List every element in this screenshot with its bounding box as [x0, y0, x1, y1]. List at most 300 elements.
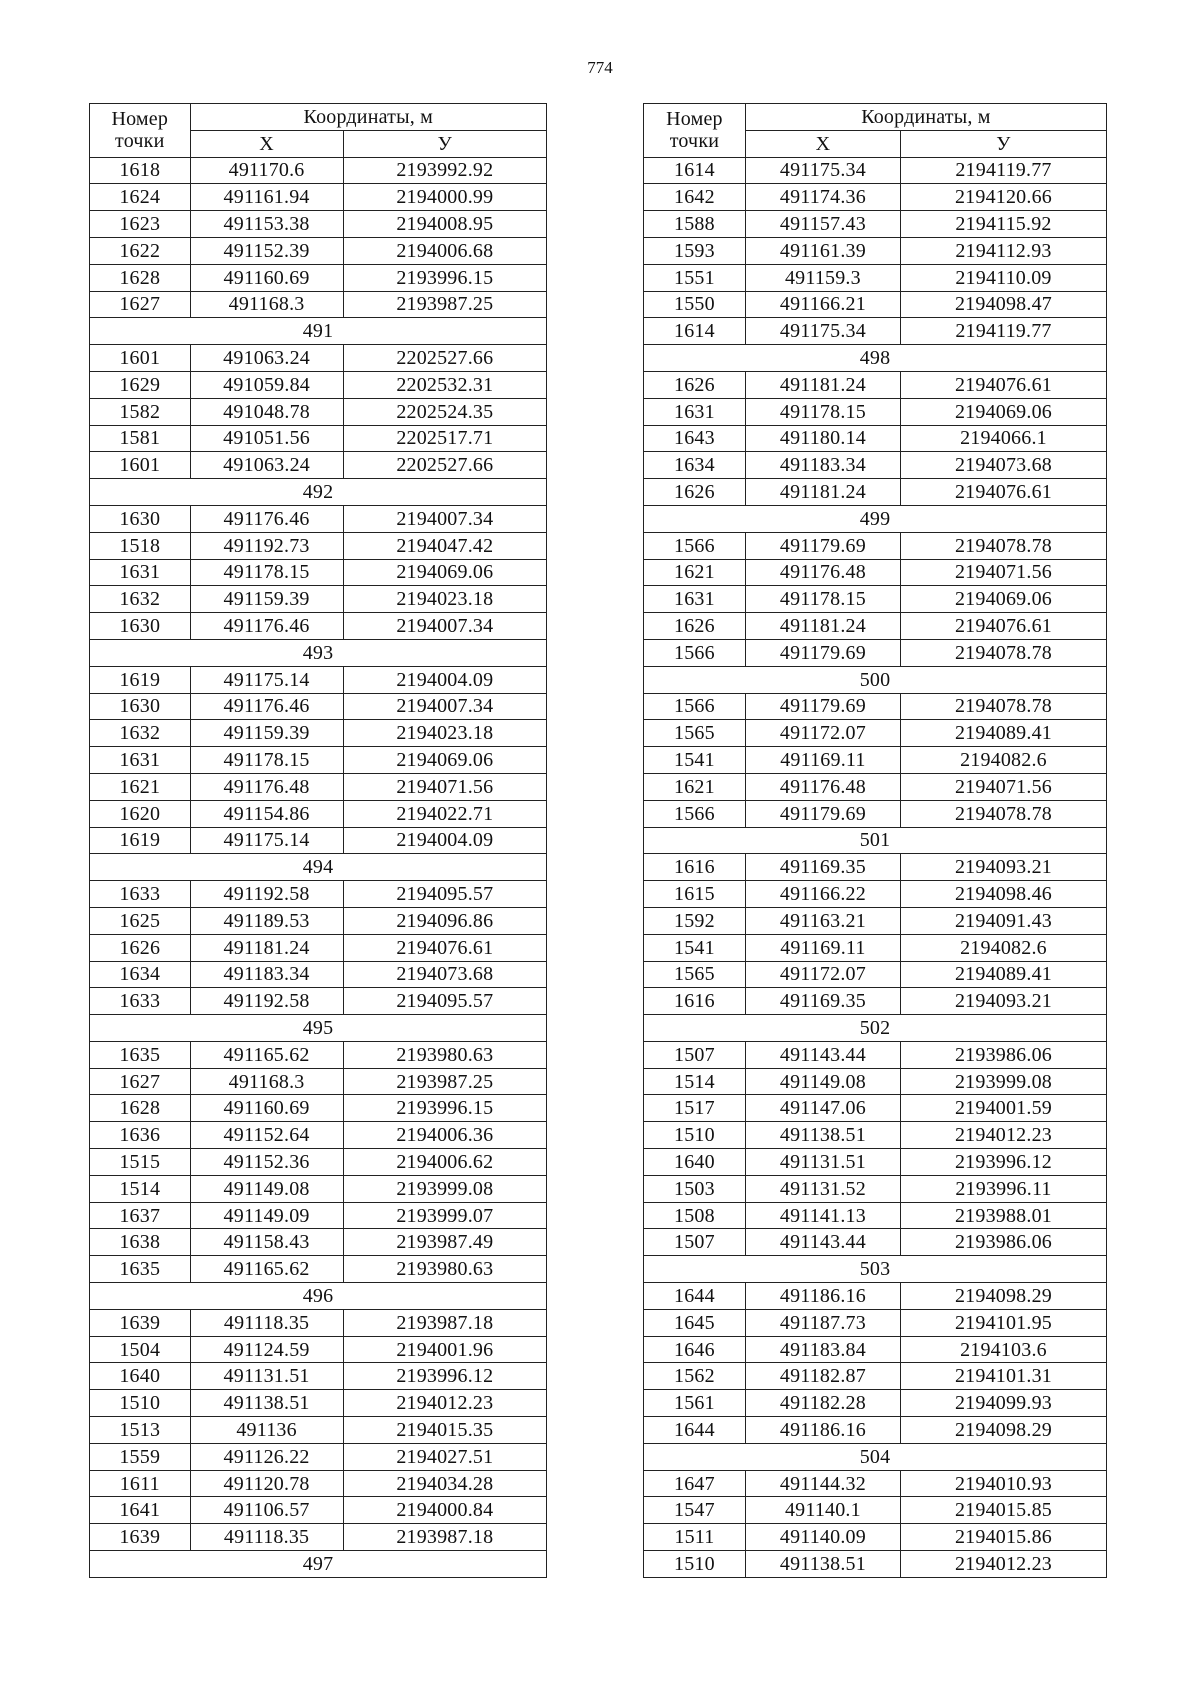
x-coordinate-cell: 491143.44: [745, 1041, 900, 1068]
table-row: [644, 907, 1107, 934]
table-row: [90, 157, 547, 184]
table-row: [90, 693, 547, 720]
x-coordinate-cell: 491169.11: [745, 934, 900, 961]
point-number-cell: 1510: [90, 1390, 191, 1417]
point-number-cell: 1635: [90, 1256, 191, 1283]
x-coordinate-cell: 491169.35: [745, 988, 900, 1015]
point-number-cell: 1642: [644, 184, 746, 211]
y-coordinate-cell: 2193986.06: [900, 1229, 1106, 1256]
x-coordinate-cell: 491170.6: [190, 157, 343, 184]
point-number-cell: 1547: [644, 1497, 746, 1524]
table-body: [644, 157, 1107, 1577]
x-coordinate-cell: 491143.44: [745, 1229, 900, 1256]
x-coordinate-cell: 491165.62: [190, 1256, 343, 1283]
table-row: [644, 1309, 1107, 1336]
x-coordinate-cell: 491182.28: [745, 1390, 900, 1417]
x-coordinate-cell: 491187.73: [745, 1309, 900, 1336]
point-number-cell: 1614: [644, 157, 746, 184]
y-coordinate-cell: 2194078.78: [900, 639, 1106, 666]
y-coordinate-cell: 2194012.23: [900, 1122, 1106, 1149]
x-coordinate-cell: 491181.24: [745, 371, 900, 398]
table-row: [644, 559, 1107, 586]
point-number-cell: 1503: [644, 1175, 746, 1202]
point-number-cell: 1630: [90, 505, 191, 532]
point-number-header-line2: точки: [669, 130, 720, 153]
x-coordinate-cell: 491106.57: [190, 1497, 343, 1524]
y-coordinate-cell: 2194004.09: [343, 666, 546, 693]
table-row: [644, 881, 1107, 908]
y-coordinate-cell: 2194112.93: [900, 237, 1106, 264]
x-coordinate-cell: 491149.09: [190, 1202, 343, 1229]
point-number-cell: 1640: [644, 1149, 746, 1176]
y-coordinate-cell: 2194066.1: [900, 425, 1106, 452]
y-coordinate-cell: 2194089.41: [900, 720, 1106, 747]
y-coordinate-cell: 2194071.56: [900, 773, 1106, 800]
point-number-cell: 1628: [90, 264, 191, 291]
point-number-cell: 1625: [90, 907, 191, 934]
table-row: [644, 264, 1107, 291]
table-row: [90, 1497, 547, 1524]
point-number-cell: 1507: [644, 1229, 746, 1256]
point-number-cell: 1559: [90, 1443, 191, 1470]
section-number: 500: [644, 666, 1107, 693]
x-coordinate-cell: 491178.15: [745, 398, 900, 425]
point-number-cell: 1645: [644, 1309, 746, 1336]
x-coordinate-cell: 491181.24: [745, 613, 900, 640]
y-header: У: [343, 130, 546, 157]
x-coordinate-cell: 491169.11: [745, 747, 900, 774]
point-number-cell: 1624: [90, 184, 191, 211]
y-coordinate-cell: 2194103.6: [900, 1336, 1106, 1363]
point-number-cell: 1623: [90, 211, 191, 238]
point-number-cell: 1517: [644, 1095, 746, 1122]
point-number-cell: 1504: [90, 1336, 191, 1363]
table-row: [90, 1175, 547, 1202]
y-coordinate-cell: 2194076.61: [343, 934, 546, 961]
x-coordinate-cell: 491172.07: [745, 961, 900, 988]
table-row: [644, 1041, 1107, 1068]
y-coordinate-cell: 2194006.36: [343, 1122, 546, 1149]
table-row: [90, 1068, 547, 1095]
point-number-cell: 1566: [644, 693, 746, 720]
section-row: [644, 1015, 1107, 1042]
point-number-cell: 1644: [644, 1283, 746, 1310]
y-coordinate-cell: 2194047.42: [343, 532, 546, 559]
x-coordinate-cell: 491131.52: [745, 1175, 900, 1202]
y-coordinate-cell: 2194119.77: [900, 318, 1106, 345]
x-coordinate-cell: 491175.14: [190, 827, 343, 854]
y-coordinate-cell: 2194023.18: [343, 720, 546, 747]
table-row: [90, 1149, 547, 1176]
y-coordinate-cell: 2194012.23: [900, 1551, 1106, 1578]
table-row: [90, 586, 547, 613]
x-coordinate-cell: 491175.34: [745, 157, 900, 184]
x-coordinate-cell: 491179.69: [745, 639, 900, 666]
table-row: [644, 1122, 1107, 1149]
section-row: [644, 505, 1107, 532]
x-coordinate-cell: 491192.58: [190, 988, 343, 1015]
point-number-cell: 1631: [644, 586, 746, 613]
x-coordinate-cell: 491179.69: [745, 532, 900, 559]
y-coordinate-cell: 2193996.15: [343, 264, 546, 291]
y-coordinate-cell: 2194001.59: [900, 1095, 1106, 1122]
x-header: Х: [190, 130, 343, 157]
point-number-cell: 1641: [90, 1497, 191, 1524]
point-number-cell: 1513: [90, 1417, 191, 1444]
x-coordinate-cell: 491192.73: [190, 532, 343, 559]
point-number-header-line2: точки: [115, 130, 165, 153]
section-row: [644, 1256, 1107, 1283]
y-coordinate-cell: 2193999.07: [343, 1202, 546, 1229]
y-coordinate-cell: 2194098.47: [900, 291, 1106, 318]
table-row: [644, 1497, 1107, 1524]
point-number-cell: 1630: [90, 693, 191, 720]
y-coordinate-cell: 2194082.6: [900, 934, 1106, 961]
y-coordinate-cell: 2194027.51: [343, 1443, 546, 1470]
table-row: [644, 291, 1107, 318]
y-coordinate-cell: 2193996.15: [343, 1095, 546, 1122]
y-coordinate-cell: 2194120.66: [900, 184, 1106, 211]
point-number-header-line1: Номер: [666, 108, 723, 131]
table-row: [90, 291, 547, 318]
point-number-cell: 1647: [644, 1470, 746, 1497]
y-coordinate-cell: 2194078.78: [900, 693, 1106, 720]
point-number-cell: 1614: [644, 318, 746, 345]
point-number-cell: 1566: [644, 800, 746, 827]
x-coordinate-cell: 491138.51: [190, 1390, 343, 1417]
y-coordinate-cell: 2194115.92: [900, 211, 1106, 238]
y-coordinate-cell: 2194010.93: [900, 1470, 1106, 1497]
x-coordinate-cell: 491174.36: [745, 184, 900, 211]
x-coordinate-cell: 491179.69: [745, 693, 900, 720]
x-coordinate-cell: 491131.51: [190, 1363, 343, 1390]
y-coordinate-cell: 2202524.35: [343, 398, 546, 425]
section-row: [644, 666, 1107, 693]
x-coordinate-cell: 491176.48: [745, 559, 900, 586]
y-coordinate-cell: 2193987.25: [343, 1068, 546, 1095]
point-number-cell: 1593: [644, 237, 746, 264]
section-row: [90, 1551, 547, 1578]
point-number-cell: 1616: [644, 988, 746, 1015]
y-coordinate-cell: 2194004.09: [343, 827, 546, 854]
point-number-cell: 1636: [90, 1122, 191, 1149]
table-row: [90, 988, 547, 1015]
x-coordinate-cell: 491166.22: [745, 881, 900, 908]
point-number-cell: 1634: [644, 452, 746, 479]
x-coordinate-cell: 491182.87: [745, 1363, 900, 1390]
point-number-cell: 1550: [644, 291, 746, 318]
section-row: [90, 639, 547, 666]
y-coordinate-cell: 2194015.85: [900, 1497, 1106, 1524]
point-number-cell: 1541: [644, 747, 746, 774]
y-coordinate-cell: 2193999.08: [343, 1175, 546, 1202]
x-coordinate-cell: 491176.46: [190, 505, 343, 532]
table-row: [644, 1229, 1107, 1256]
y-coordinate-cell: 2193999.08: [900, 1068, 1106, 1095]
y-coordinate-cell: 2193996.12: [343, 1363, 546, 1390]
x-coordinate-cell: 491118.35: [190, 1524, 343, 1551]
y-coordinate-cell: 2194093.21: [900, 988, 1106, 1015]
point-number-cell: 1632: [90, 586, 191, 613]
x-coordinate-cell: 491144.32: [745, 1470, 900, 1497]
point-number-cell: 1601: [90, 345, 191, 372]
y-coordinate-cell: 2193988.01: [900, 1202, 1106, 1229]
table-row: [90, 1336, 547, 1363]
y-header: У: [900, 130, 1106, 157]
table-row: [90, 559, 547, 586]
x-coordinate-cell: 491063.24: [190, 452, 343, 479]
section-row: [90, 854, 547, 881]
x-coordinate-cell: 491154.86: [190, 800, 343, 827]
y-coordinate-cell: 2202517.71: [343, 425, 546, 452]
x-coordinate-cell: 491168.3: [190, 1068, 343, 1095]
y-coordinate-cell: 2193987.49: [343, 1229, 546, 1256]
point-number-cell: 1561: [644, 1390, 746, 1417]
y-coordinate-cell: 2194095.57: [343, 881, 546, 908]
table-row: [90, 1363, 547, 1390]
section-row: [644, 1443, 1107, 1470]
point-number-cell: 1635: [90, 1041, 191, 1068]
point-number-cell: 1621: [90, 773, 191, 800]
table-row: [644, 1149, 1107, 1176]
table-row: [644, 371, 1107, 398]
x-coordinate-cell: 491140.09: [745, 1524, 900, 1551]
point-number-cell: 1627: [90, 291, 191, 318]
coordinates-header: Координаты, м: [745, 104, 1106, 131]
table-row: [90, 1470, 547, 1497]
table-row: [644, 693, 1107, 720]
x-coordinate-cell: 491118.35: [190, 1309, 343, 1336]
point-number-cell: 1629: [90, 371, 191, 398]
table-row: [90, 1309, 547, 1336]
x-coordinate-cell: 491163.21: [745, 907, 900, 934]
x-coordinate-cell: 491189.53: [190, 907, 343, 934]
point-number-cell: 1630: [90, 613, 191, 640]
point-number-cell: 1518: [90, 532, 191, 559]
x-coordinate-cell: 491159.3: [745, 264, 900, 291]
point-number-cell: 1615: [644, 881, 746, 908]
table-row: [90, 1041, 547, 1068]
point-number-header: [644, 104, 746, 158]
table-row: [90, 747, 547, 774]
table-row: [90, 881, 547, 908]
x-coordinate-cell: 491186.16: [745, 1417, 900, 1444]
section-number: 495: [90, 1015, 547, 1042]
x-coordinate-cell: 491149.08: [190, 1175, 343, 1202]
y-coordinate-cell: 2194076.61: [900, 371, 1106, 398]
table-row: [644, 1470, 1107, 1497]
table-body: [90, 157, 547, 1577]
x-coordinate-cell: 491131.51: [745, 1149, 900, 1176]
x-coordinate-cell: 491180.14: [745, 425, 900, 452]
table-row: [90, 184, 547, 211]
x-coordinate-cell: 491168.3: [190, 291, 343, 318]
point-number-cell: 1631: [90, 559, 191, 586]
table-row: [90, 237, 547, 264]
point-number-cell: 1631: [644, 398, 746, 425]
point-number-cell: 1616: [644, 854, 746, 881]
table-row: [644, 1390, 1107, 1417]
table-row: [90, 211, 547, 238]
table-row: [90, 1390, 547, 1417]
y-coordinate-cell: 2194078.78: [900, 800, 1106, 827]
point-number-cell: 1588: [644, 211, 746, 238]
x-coordinate-cell: 491138.51: [745, 1551, 900, 1578]
point-number-cell: 1581: [90, 425, 191, 452]
section-number: 504: [644, 1443, 1107, 1470]
point-number-cell: 1507: [644, 1041, 746, 1068]
y-coordinate-cell: 2202527.66: [343, 452, 546, 479]
point-number-cell: 1621: [644, 773, 746, 800]
point-number-cell: 1620: [90, 800, 191, 827]
x-coordinate-cell: 491159.39: [190, 586, 343, 613]
table-row: [90, 1202, 547, 1229]
x-coordinate-cell: 491147.06: [745, 1095, 900, 1122]
point-number-cell: 1611: [90, 1470, 191, 1497]
y-coordinate-cell: 2194098.29: [900, 1283, 1106, 1310]
table-row: [90, 1417, 547, 1444]
x-coordinate-cell: 491176.46: [190, 693, 343, 720]
table-row: [90, 1443, 547, 1470]
y-coordinate-cell: 2194071.56: [900, 559, 1106, 586]
point-number-cell: 1565: [644, 961, 746, 988]
x-coordinate-cell: 491152.64: [190, 1122, 343, 1149]
x-coordinate-cell: 491140.1: [745, 1497, 900, 1524]
x-coordinate-cell: 491192.58: [190, 881, 343, 908]
point-number-header: [90, 104, 191, 158]
y-coordinate-cell: 2194034.28: [343, 1470, 546, 1497]
table-row: [90, 1256, 547, 1283]
point-number-cell: 1634: [90, 961, 191, 988]
table-row: [644, 157, 1107, 184]
y-coordinate-cell: 2194098.29: [900, 1417, 1106, 1444]
point-number-cell: 1627: [90, 1068, 191, 1095]
table-row: [90, 505, 547, 532]
point-number-cell: 1541: [644, 934, 746, 961]
section-number: 498: [644, 345, 1107, 372]
x-coordinate-cell: 491178.15: [745, 586, 900, 613]
x-coordinate-cell: 491051.56: [190, 425, 343, 452]
x-coordinate-cell: 491161.39: [745, 237, 900, 264]
point-number-cell: 1639: [90, 1524, 191, 1551]
x-coordinate-cell: 491178.15: [190, 559, 343, 586]
table-row: [90, 773, 547, 800]
section-row: [90, 479, 547, 506]
x-coordinate-cell: 491186.16: [745, 1283, 900, 1310]
table-row: [644, 586, 1107, 613]
section-number: 496: [90, 1283, 547, 1310]
point-number-cell: 1565: [644, 720, 746, 747]
section-number: 499: [644, 505, 1107, 532]
table-row: [644, 452, 1107, 479]
x-coordinate-cell: 491161.94: [190, 184, 343, 211]
point-number-cell: 1632: [90, 720, 191, 747]
table-row: [90, 666, 547, 693]
y-coordinate-cell: 2193987.25: [343, 291, 546, 318]
y-coordinate-cell: 2193996.12: [900, 1149, 1106, 1176]
point-number-cell: 1639: [90, 1309, 191, 1336]
table-row: [90, 425, 547, 452]
table-row: [90, 345, 547, 372]
section-row: [90, 1015, 547, 1042]
point-number-cell: 1626: [90, 934, 191, 961]
table-row: [644, 1417, 1107, 1444]
point-number-cell: 1640: [90, 1363, 191, 1390]
y-coordinate-cell: 2194022.71: [343, 800, 546, 827]
section-number: 492: [90, 479, 547, 506]
section-row: [90, 318, 547, 345]
y-coordinate-cell: 2194076.61: [900, 479, 1106, 506]
x-coordinate-cell: 491149.08: [745, 1068, 900, 1095]
table-row: [644, 237, 1107, 264]
y-coordinate-cell: 2193986.06: [900, 1041, 1106, 1068]
point-number-cell: 1626: [644, 613, 746, 640]
table-row: [644, 1095, 1107, 1122]
x-coordinate-cell: 491048.78: [190, 398, 343, 425]
table-row: [644, 988, 1107, 1015]
table-row: [644, 425, 1107, 452]
coordinates-header: Координаты, м: [190, 104, 546, 131]
y-coordinate-cell: 2202527.66: [343, 345, 546, 372]
y-coordinate-cell: 2194007.34: [343, 613, 546, 640]
table-row: [644, 613, 1107, 640]
table-row: [90, 613, 547, 640]
y-coordinate-cell: 2194073.68: [343, 961, 546, 988]
y-coordinate-cell: 2194082.6: [900, 747, 1106, 774]
y-coordinate-cell: 2194069.06: [900, 586, 1106, 613]
y-coordinate-cell: 2194015.86: [900, 1524, 1106, 1551]
x-coordinate-cell: 491175.14: [190, 666, 343, 693]
point-number-cell: 1510: [644, 1551, 746, 1578]
y-coordinate-cell: 2194101.95: [900, 1309, 1106, 1336]
y-coordinate-cell: 2194110.09: [900, 264, 1106, 291]
page-number: 774: [587, 58, 613, 77]
point-number-cell: 1592: [644, 907, 746, 934]
x-coordinate-cell: 491141.13: [745, 1202, 900, 1229]
table-row: [90, 398, 547, 425]
y-coordinate-cell: 2194078.78: [900, 532, 1106, 559]
table-row: [644, 639, 1107, 666]
x-coordinate-cell: 491160.69: [190, 1095, 343, 1122]
point-number-cell: 1508: [644, 1202, 746, 1229]
table-row: [644, 479, 1107, 506]
point-number-cell: 1510: [644, 1122, 746, 1149]
x-coordinate-cell: 491181.24: [745, 479, 900, 506]
y-coordinate-cell: 2194076.61: [900, 613, 1106, 640]
table-row: [644, 532, 1107, 559]
section-number: 494: [90, 854, 547, 881]
y-coordinate-cell: 2194089.41: [900, 961, 1106, 988]
y-coordinate-cell: 2194015.35: [343, 1417, 546, 1444]
x-coordinate-cell: 491159.39: [190, 720, 343, 747]
table-row: [90, 827, 547, 854]
section-number: 501: [644, 827, 1107, 854]
table-row: [90, 1095, 547, 1122]
y-coordinate-cell: 2194101.31: [900, 1363, 1106, 1390]
x-coordinate-cell: 491183.34: [745, 452, 900, 479]
x-coordinate-cell: 491124.59: [190, 1336, 343, 1363]
point-number-cell: 1551: [644, 264, 746, 291]
table-row: [644, 800, 1107, 827]
y-coordinate-cell: 2194000.99: [343, 184, 546, 211]
x-coordinate-cell: 491179.69: [745, 800, 900, 827]
x-coordinate-cell: 491176.46: [190, 613, 343, 640]
y-coordinate-cell: 2194119.77: [900, 157, 1106, 184]
y-coordinate-cell: 2194069.06: [343, 559, 546, 586]
point-number-cell: 1646: [644, 1336, 746, 1363]
y-coordinate-cell: 2194012.23: [343, 1390, 546, 1417]
coordinates-table-left: [89, 103, 547, 1578]
